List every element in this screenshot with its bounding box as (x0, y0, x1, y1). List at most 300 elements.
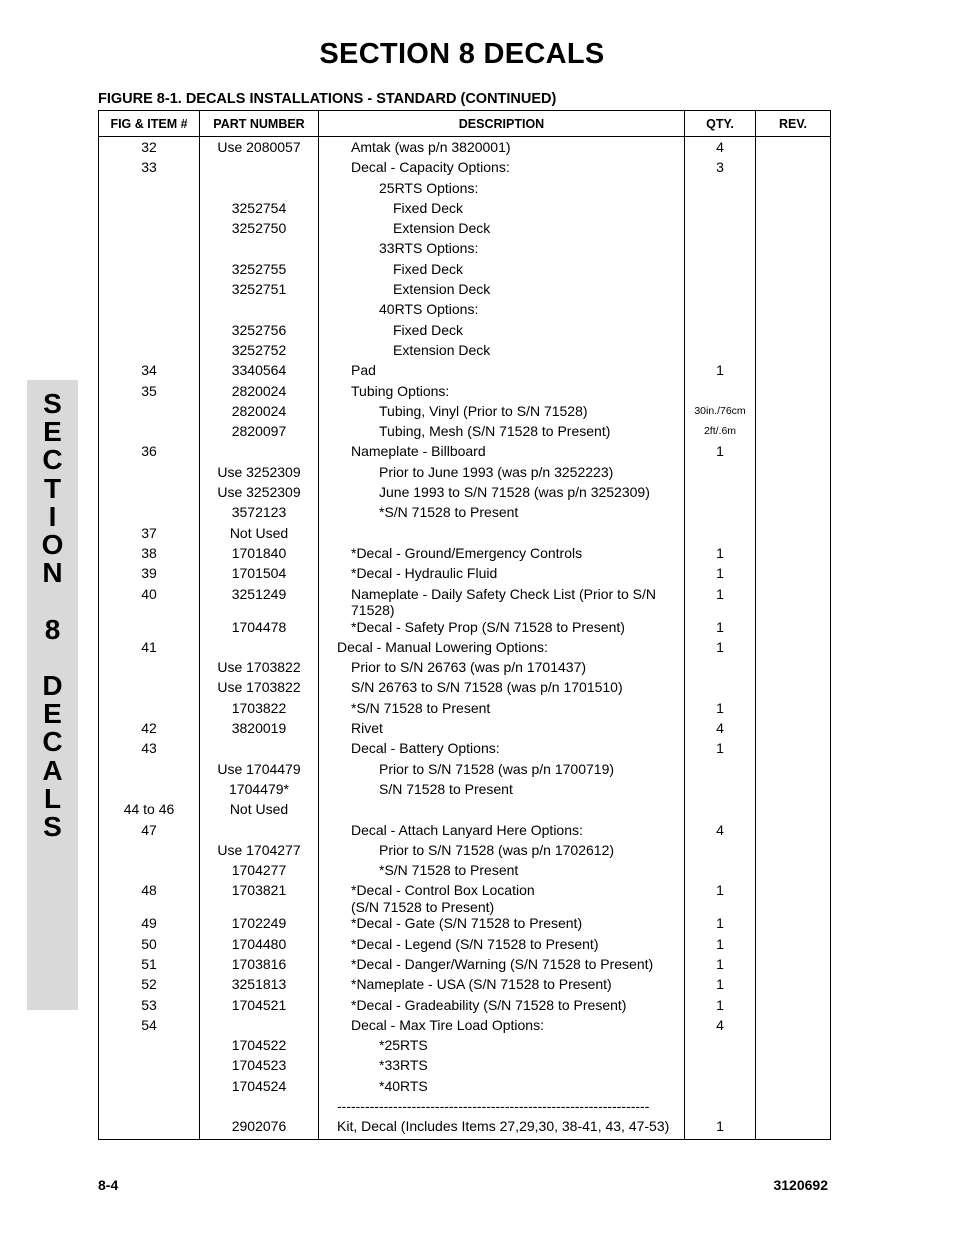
cell-qty (685, 281, 756, 301)
cell-part-number: 1704523 (200, 1057, 319, 1077)
side-tab-letter: I (48, 500, 57, 532)
cell-qty (685, 862, 756, 882)
table-row (99, 936, 831, 956)
cell-description (319, 464, 685, 484)
cell-fig-item: 37 (99, 525, 200, 545)
cell-qty (685, 383, 756, 403)
cell-part-number: 1703822 (200, 700, 319, 720)
table-row (99, 740, 831, 760)
side-tab-letter: S (43, 388, 62, 419)
table-row (99, 362, 831, 382)
cell-rev (756, 137, 831, 160)
description-text: S/N 71528 to Present (379, 780, 513, 797)
table-row (99, 1098, 831, 1118)
cell-qty: 4 (685, 720, 756, 740)
cell-fig-item: 41 (99, 639, 200, 659)
cell-fig-item: 52 (99, 976, 200, 996)
cell-part-number: Use 3252309 (200, 484, 319, 504)
cell-fig-item: 42 (99, 720, 200, 740)
description-text: Decal - Max Tire Load Options: (351, 1016, 544, 1033)
cell-description (319, 740, 685, 760)
cell-description (319, 1037, 685, 1057)
cell-rev (756, 1078, 831, 1098)
cell-rev (756, 700, 831, 720)
cell-description (319, 679, 685, 699)
description-text: *Decal - Danger/Warning (S/N 71528 to Present) (351, 955, 654, 972)
cell-description (319, 322, 685, 342)
cell-rev (756, 1017, 831, 1037)
cell-description (319, 281, 685, 301)
description-text: *Decal - Gate (S/N 71528 to Present) (351, 915, 583, 932)
cell-rev (756, 322, 831, 342)
description-text: Fixed Deck (393, 260, 464, 277)
cell-qty (685, 261, 756, 281)
description-text: Fixed Deck (393, 199, 464, 216)
cell-description (319, 504, 685, 524)
cell-part-number: 1704478 (200, 619, 319, 639)
cell-fig-item (99, 301, 200, 321)
table-row (99, 659, 831, 679)
cell-fig-item: 53 (99, 997, 200, 1017)
cell-part-number (200, 180, 319, 200)
table-row (99, 220, 831, 240)
cell-part-number: Use 1704479 (200, 761, 319, 781)
cell-rev (756, 240, 831, 260)
cell-part-number: 1701504 (200, 565, 319, 585)
table-row (99, 281, 831, 301)
description-text: Decal - Manual Lowering Options: (337, 638, 548, 655)
cell-part-number: 3252754 (200, 200, 319, 220)
cell-fig-item (99, 659, 200, 679)
table-row (99, 180, 831, 200)
cell-fig-item (99, 220, 200, 240)
cell-fig-item (99, 700, 200, 720)
cell-part-number: Use 1703822 (200, 659, 319, 679)
cell-part-number: 1704480 (200, 936, 319, 956)
cell-qty (685, 801, 756, 821)
cell-fig-item: 43 (99, 740, 200, 760)
cell-fig-item (99, 240, 200, 260)
cell-qty: 1 (685, 740, 756, 760)
cell-rev (756, 720, 831, 740)
table-row (99, 545, 831, 565)
cell-description (319, 261, 685, 281)
cell-part-number: 3820019 (200, 720, 319, 740)
cell-rev (756, 679, 831, 699)
description-text: *33RTS (379, 1057, 428, 1074)
cell-part-number (200, 301, 319, 321)
cell-qty (685, 781, 756, 801)
cell-part-number (200, 1098, 319, 1118)
description-text: *S/N 71528 to Present (379, 862, 519, 879)
description-text: Fixed Deck (393, 321, 464, 338)
cell-part-number: 2820024 (200, 403, 319, 423)
cell-fig-item (99, 342, 200, 362)
cell-part-number: 3252751 (200, 281, 319, 301)
header-part-number: PART NUMBER (200, 111, 319, 137)
description-text: Tubing, Vinyl (Prior to S/N 71528) (379, 402, 588, 419)
cell-description (319, 882, 685, 915)
section-title: SECTION 8 DECALS (319, 38, 605, 70)
cell-part-number: 1703821 (200, 882, 319, 915)
cell-rev (756, 882, 831, 915)
table-row (99, 586, 831, 619)
cell-description (319, 956, 685, 976)
description-text: Prior to June 1993 (was p/n 3252223) (379, 463, 614, 480)
cell-rev (756, 1057, 831, 1077)
cell-description (319, 822, 685, 842)
cell-fig-item: 49 (99, 915, 200, 935)
description-text: June 1993 to S/N 71528 (was p/n 3252309) (379, 484, 650, 501)
cell-qty (685, 464, 756, 484)
description-text: S/N 26763 to S/N 71528 (was p/n 1701510) (351, 679, 623, 696)
cell-rev (756, 180, 831, 200)
table-row (99, 159, 831, 179)
cell-part-number: 3572123 (200, 504, 319, 524)
cell-qty (685, 525, 756, 545)
cell-qty (685, 1037, 756, 1057)
cell-part-number (200, 740, 319, 760)
cell-description (319, 659, 685, 679)
description-text: Decal - Capacity Options: (351, 159, 510, 176)
cell-description (319, 936, 685, 956)
cell-qty: 1 (685, 700, 756, 720)
cell-rev (756, 915, 831, 935)
cell-part-number: 1704277 (200, 862, 319, 882)
description-text: 25RTS Options: (379, 179, 479, 196)
cell-qty (685, 1057, 756, 1077)
cell-qty: 1 (685, 443, 756, 463)
cell-fig-item (99, 842, 200, 862)
cell-qty: 4 (685, 137, 756, 160)
cell-description (319, 1098, 685, 1118)
header-description: DESCRIPTION (319, 111, 685, 137)
cell-part-number: 2902076 (200, 1118, 319, 1139)
document-number: 3120692 (773, 1177, 828, 1193)
cell-part-number: Use 1703822 (200, 679, 319, 699)
table-row (99, 1037, 831, 1057)
cell-rev (756, 781, 831, 801)
header-qty: QTY. (685, 111, 756, 137)
cell-description (319, 1057, 685, 1077)
parts-table (98, 110, 831, 1140)
description-text: Decal - Battery Options: (351, 740, 500, 757)
cell-rev (756, 862, 831, 882)
cell-rev (756, 301, 831, 321)
description-text: Kit, Decal (Includes Items 27,29,30, 38-41, 43, 47-53) (337, 1118, 670, 1135)
description-text: *25RTS (379, 1037, 428, 1054)
table-row (99, 801, 831, 821)
cell-part-number: Use 1704277 (200, 842, 319, 862)
table-row (99, 781, 831, 801)
description-text: *Decal - Ground/Emergency Controls (351, 544, 583, 561)
side-tab-letter: N (42, 557, 63, 589)
description-text: Extension Deck (393, 281, 491, 298)
table-body (99, 137, 831, 1140)
cell-rev (756, 1118, 831, 1139)
description-text: 33RTS Options: (379, 240, 479, 257)
cell-qty (685, 504, 756, 524)
cell-part-number (200, 822, 319, 842)
cell-fig-item (99, 862, 200, 882)
side-tab-letter: S (43, 811, 62, 842)
description-text: Prior to S/N 71528 (was p/n 1700719) (379, 760, 615, 777)
cell-fig-item: 40 (99, 586, 200, 619)
cell-fig-item: 54 (99, 1017, 200, 1037)
cell-qty: 1 (685, 882, 756, 915)
cell-description (319, 639, 685, 659)
cell-rev (756, 761, 831, 781)
cell-fig-item (99, 403, 200, 423)
cell-qty: 2ft/.6m (685, 423, 756, 443)
cell-description (319, 1078, 685, 1098)
cell-description (319, 720, 685, 740)
table-row (99, 679, 831, 699)
table-row (99, 882, 831, 915)
description-text: *S/N 71528 to Present (351, 699, 491, 716)
table-row (99, 619, 831, 639)
cell-description (319, 586, 685, 619)
table-row (99, 862, 831, 882)
description-text: *40RTS (379, 1077, 428, 1094)
figure-title: FIGURE 8-1. DECALS INSTALLATIONS - STANDARD (CONTINUED) (98, 91, 557, 107)
description-text: *Nameplate - USA (S/N 71528 to Present) (351, 976, 612, 993)
cell-part-number: 3340564 (200, 362, 319, 382)
cell-description (319, 842, 685, 862)
cell-rev (756, 281, 831, 301)
cell-fig-item (99, 1098, 200, 1118)
cell-description (319, 137, 685, 160)
cell-rev (756, 464, 831, 484)
cell-qty (685, 1078, 756, 1098)
side-tab-letter: L (43, 782, 62, 814)
cell-part-number (200, 443, 319, 463)
cell-part-number: 3251813 (200, 976, 319, 996)
description-text: Nameplate - Billboard (351, 443, 486, 460)
cell-fig-item: 44 to 46 (99, 801, 200, 821)
cell-qty: 30in./76cm (685, 403, 756, 423)
cell-fig-item (99, 1078, 200, 1098)
table-row (99, 1017, 831, 1037)
table-row (99, 822, 831, 842)
table-row (99, 525, 831, 545)
description-text: Prior to S/N 26763 (was p/n 1701437) (351, 659, 587, 676)
table-row (99, 342, 831, 362)
table-row (99, 443, 831, 463)
cell-rev (756, 423, 831, 443)
side-tab-letter: E (43, 416, 62, 448)
cell-rev (756, 619, 831, 639)
cell-part-number: 3252755 (200, 261, 319, 281)
cell-part-number: Not Used (200, 525, 319, 545)
description-text-line2: (S/N 71528 to Present) (351, 898, 495, 915)
cell-part-number: 1704524 (200, 1078, 319, 1098)
cell-part-number: 2820097 (200, 423, 319, 443)
cell-rev (756, 659, 831, 679)
cell-part-number (200, 1017, 319, 1037)
table-row (99, 1118, 831, 1139)
cell-qty: 1 (685, 915, 756, 935)
cell-part-number (200, 639, 319, 659)
cell-fig-item: 38 (99, 545, 200, 565)
cell-qty (685, 220, 756, 240)
table-row (99, 200, 831, 220)
cell-description (319, 862, 685, 882)
cell-fig-item (99, 281, 200, 301)
table-row (99, 1078, 831, 1098)
cell-qty (685, 342, 756, 362)
cell-qty (685, 1098, 756, 1118)
cell-qty: 1 (685, 565, 756, 585)
cell-qty (685, 240, 756, 260)
cell-fig-item (99, 261, 200, 281)
cell-fig-item (99, 484, 200, 504)
table-row (99, 720, 831, 740)
cell-part-number: 1703816 (200, 956, 319, 976)
table-row (99, 464, 831, 484)
cell-qty: 1 (685, 586, 756, 619)
table-row (99, 1057, 831, 1077)
description-text: Nameplate - Daily Safety Check List (Prior to S/N 71528) (351, 585, 656, 619)
cell-rev (756, 261, 831, 281)
cell-rev (756, 342, 831, 362)
cell-description (319, 761, 685, 781)
cell-rev (756, 801, 831, 821)
table-row (99, 565, 831, 585)
cell-description (319, 525, 685, 545)
header-fig-item: FIG & ITEM # (99, 111, 200, 137)
cell-qty: 1 (685, 362, 756, 382)
cell-description (319, 700, 685, 720)
cell-fig-item (99, 679, 200, 699)
cell-rev (756, 443, 831, 463)
table-row (99, 761, 831, 781)
cell-qty (685, 659, 756, 679)
cell-fig-item (99, 781, 200, 801)
cell-fig-item (99, 1118, 200, 1139)
cell-rev (756, 362, 831, 382)
cell-part-number: 1704479* (200, 781, 319, 801)
cell-description (319, 484, 685, 504)
side-tab-letter: C (42, 444, 63, 476)
cell-fig-item: 50 (99, 936, 200, 956)
cell-rev (756, 956, 831, 976)
cell-fig-item (99, 200, 200, 220)
cell-rev (756, 383, 831, 403)
cell-fig-item (99, 761, 200, 781)
cell-qty: 4 (685, 1017, 756, 1037)
cell-rev (756, 1037, 831, 1057)
cell-rev (756, 545, 831, 565)
cell-qty: 3 (685, 159, 756, 179)
section-side-tab (27, 380, 78, 1010)
table-row (99, 261, 831, 281)
cell-fig-item: 48 (99, 882, 200, 915)
cell-description (319, 342, 685, 362)
cell-fig-item: 33 (99, 159, 200, 179)
cell-description (319, 1118, 685, 1139)
cell-qty (685, 301, 756, 321)
cell-qty (685, 842, 756, 862)
description-text: *Decal - Gradeability (S/N 71528 to Present) (351, 996, 627, 1013)
cell-fig-item: 32 (99, 137, 200, 160)
cell-qty (685, 484, 756, 504)
cell-part-number: Use 3252309 (200, 464, 319, 484)
cell-description (319, 545, 685, 565)
side-tab-letter: O (41, 529, 64, 560)
cell-qty: 1 (685, 1118, 756, 1139)
cell-fig-item (99, 322, 200, 342)
cell-part-number: 3251249 (200, 586, 319, 619)
cell-fig-item: 47 (99, 822, 200, 842)
cell-part-number: Use 2080057 (200, 137, 319, 160)
side-tab-letter: T (43, 472, 62, 504)
cell-rev (756, 586, 831, 619)
cell-rev (756, 525, 831, 545)
cell-qty (685, 679, 756, 699)
cell-description (319, 200, 685, 220)
cell-qty: 1 (685, 545, 756, 565)
description-text: Extension Deck (393, 341, 491, 358)
cell-description (319, 383, 685, 403)
cell-part-number: 2820024 (200, 383, 319, 403)
cell-description (319, 180, 685, 200)
description-text: *Decal - Hydraulic Fluid (351, 565, 498, 582)
cell-rev (756, 200, 831, 220)
side-tab-letter: E (43, 698, 62, 730)
table-row (99, 842, 831, 862)
table-row (99, 322, 831, 342)
cell-fig-item: 39 (99, 565, 200, 585)
cell-description (319, 403, 685, 423)
table-row (99, 403, 831, 423)
cell-rev (756, 484, 831, 504)
cell-fig-item (99, 1037, 200, 1057)
cell-description (319, 565, 685, 585)
cell-rev (756, 740, 831, 760)
side-tab-letter: A (42, 754, 63, 786)
description-text: Prior to S/N 71528 (was p/n 1702612) (379, 841, 615, 858)
description-text: *Decal - Control Box Location (351, 882, 535, 899)
table-row (99, 504, 831, 524)
cell-description (319, 801, 685, 821)
description-text: Pad (351, 362, 376, 379)
table-row (99, 997, 831, 1017)
cell-description (319, 362, 685, 382)
cell-rev (756, 403, 831, 423)
side-tab-letter: D (42, 670, 63, 701)
cell-qty: 1 (685, 639, 756, 659)
cell-qty: 1 (685, 936, 756, 956)
cell-fig-item: 35 (99, 383, 200, 403)
cell-qty (685, 761, 756, 781)
cell-part-number: 3252752 (200, 342, 319, 362)
description-text: *S/N 71528 to Present (379, 504, 519, 521)
cell-rev (756, 842, 831, 862)
cell-qty: 1 (685, 997, 756, 1017)
header-rev: REV. (756, 111, 831, 137)
cell-qty: 4 (685, 822, 756, 842)
description-text: ------------------------------------------------------------------- (337, 1098, 650, 1115)
side-tab-letter: C (42, 726, 63, 758)
cell-rev (756, 997, 831, 1017)
cell-qty (685, 180, 756, 200)
cell-rev (756, 220, 831, 240)
cell-fig-item (99, 423, 200, 443)
cell-part-number (200, 240, 319, 260)
cell-rev (756, 976, 831, 996)
table-row (99, 137, 831, 160)
